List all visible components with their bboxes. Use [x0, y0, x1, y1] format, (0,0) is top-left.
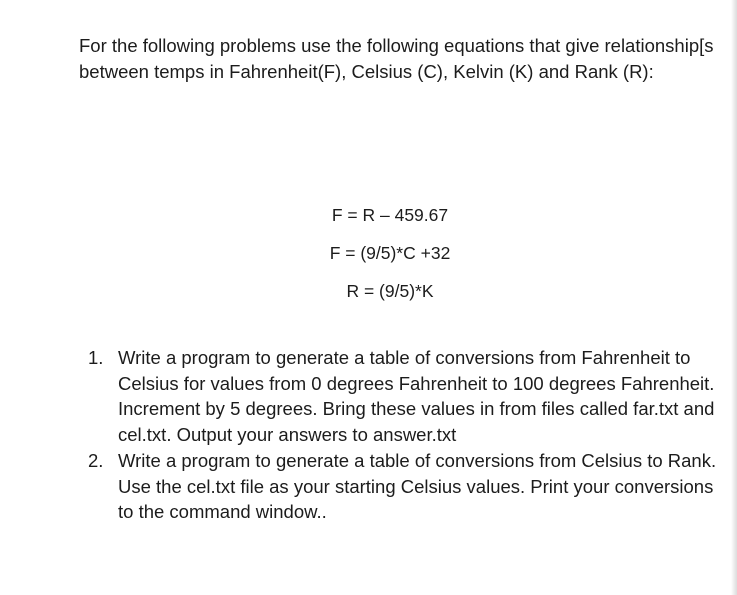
problem-list [79, 345, 719, 526]
problem-text: Write a program to generate a table of conversions from Fahrenheit to Celsius for values from 0 degrees Fahrenheit to 100 degrees Fahrenheit. Increment by 5 degrees. Bring these values in from files called far.txt and cel.txt. Output your answers to answer.txt [118, 347, 715, 445]
equation-f-from-r: F = R – 459.67 [331, 205, 449, 225]
intro-paragraph: For the following problems use the following equations that give relationship[s between temps in Fahrenheit(F), Celsius (C), Kelvin (K) and Rank (R): [79, 35, 714, 82]
problem-number: 1. [88, 347, 104, 368]
equation-f-from-c: F = (9/5)*C +32 [329, 243, 451, 263]
equation-r-from-k: R = (9/5)*K [346, 281, 434, 301]
problem-number: 2. [88, 450, 104, 471]
problem-item [79, 345, 719, 447]
equations-block [0, 196, 737, 310]
problem-text: Write a program to generate a table of conversions from Celsius to Rank. Use the cel.txt file as your starting Celsius values. Print your conversions to the command window.. [118, 450, 717, 522]
problem-item [79, 448, 719, 525]
